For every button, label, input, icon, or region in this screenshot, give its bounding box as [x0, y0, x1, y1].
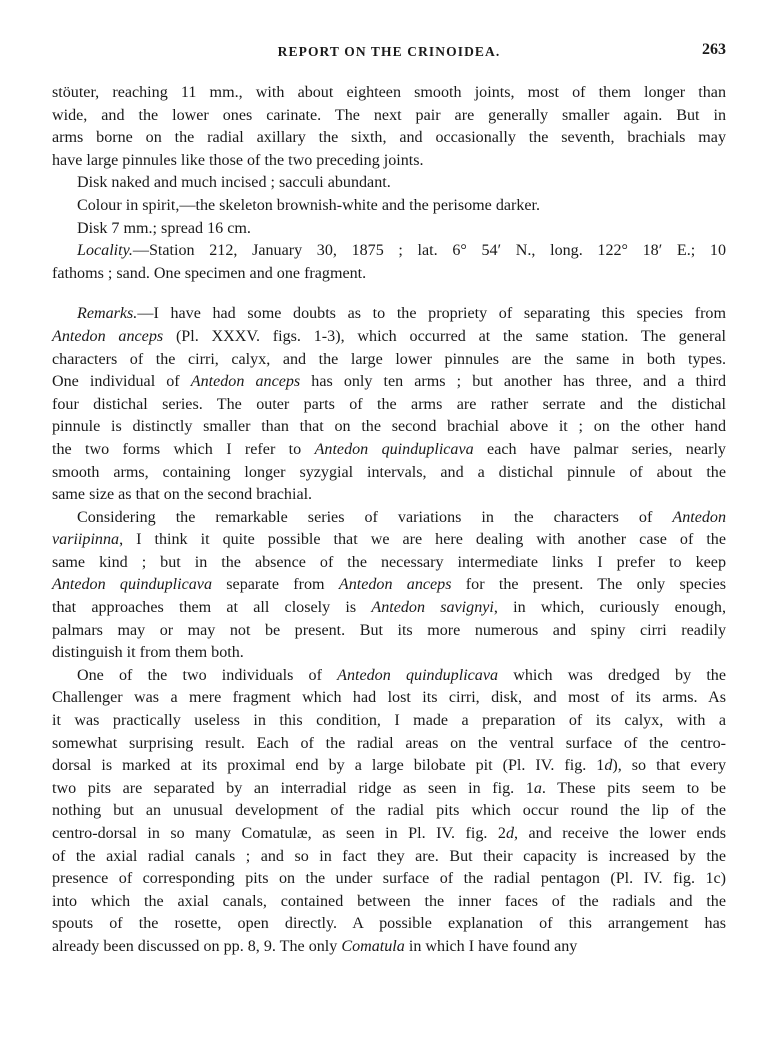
text-run: have large pinnules like those of the two preceding joints. [52, 151, 424, 169]
text-run: centro-dorsal in so many Comatulæ, as seen in Pl. IV. fig. 2 [52, 825, 506, 842]
text-run: arms borne on the radial axillary the sixth, and occasionally the seventh, brachials may [52, 129, 726, 147]
text-line [52, 891, 726, 914]
text-run: presence of corresponding pits on the under surface of the radial pentagon (Pl. IV. fig. 1c) [52, 870, 726, 888]
text-line [52, 574, 726, 597]
text-run: the two forms which I refer to [52, 440, 315, 458]
text-line [52, 240, 726, 263]
text-run: which was dredged by the [498, 666, 726, 684]
italic-text: Antedon quinduplicava [52, 576, 212, 594]
text-line [52, 195, 726, 218]
text-line [52, 687, 726, 710]
page [52, 38, 726, 959]
paragraph-gap [52, 285, 726, 303]
text-run: in which I have found any [404, 937, 578, 955]
text-run: (Pl. XXXV. figs. 1-3), which occurred at the same station. The general [163, 327, 726, 345]
text-line [52, 303, 726, 326]
text-run: One individual of [52, 373, 191, 391]
text-run: —Station 212, January 30, 1875 ; lat. 6° 54′ N., long. 122° 18′ E.; 10 [132, 242, 726, 260]
text-run: pinnule is distinctly smaller than that on the second brachial above it ; on the other hand [52, 418, 726, 436]
text-run: , I think it quite possible that we are here dealing with another case of the [119, 531, 726, 549]
text-run: ), so that every [612, 757, 726, 775]
text-line [52, 868, 726, 891]
text-line [52, 326, 726, 349]
text-line [52, 733, 726, 756]
italic-text: Antedon anceps [190, 373, 301, 391]
italic-text: Remarks. [77, 305, 138, 323]
italic-text: d [604, 757, 613, 775]
italic-text: variipinna [52, 531, 120, 549]
text-run: for the present. The only species [451, 576, 726, 594]
text-line [52, 552, 726, 575]
text-run: has only ten arms ; but another has three, and a third [300, 373, 726, 391]
text-run: fathoms ; sand. One specimen and one fragment. [52, 264, 367, 282]
text-run: Considering the remarkable series of variations in the characters of [77, 508, 673, 526]
text-line [52, 913, 726, 936]
text-line [52, 597, 726, 620]
paragraph [52, 665, 726, 959]
text-run: that approaches them at all closely is [52, 599, 372, 617]
text-line [52, 665, 726, 688]
text-run: characters of the cirri, calyx, and the large lower pinnules are the same in both types. [52, 350, 726, 368]
page-number: 263 [702, 41, 726, 58]
text-run: of the axial radial canals ; and so in fact they are. But their capacity is increased by the [52, 847, 726, 865]
text-run: Challenger was a mere fragment which had lost its cirri, disk, and most of its arms. As [52, 689, 726, 707]
text-line [52, 439, 726, 462]
page-header [52, 38, 726, 64]
text-line [52, 218, 726, 241]
italic-text: Antedon savignyi [371, 599, 494, 617]
text-line [52, 484, 726, 507]
running-title: REPORT ON THE CRINOIDEA. [277, 44, 501, 59]
text-line [52, 800, 726, 823]
text-run: Disk naked and much incised ; sacculi abundant. [77, 174, 391, 192]
text-run: somewhat surprising result. Each of the radial areas on the ventral surface of the centro- [52, 734, 726, 752]
text-run: it was practically useless in this condition, I made a preparation of its calyx, with a [52, 712, 726, 730]
text-run: Colour in spirit,—the skeleton brownish-white and the perisome darker. [77, 196, 541, 214]
text-line [52, 710, 726, 733]
text-run: nothing but an unusual development of the radial pits which occur round the lip of the [52, 802, 726, 820]
text-line [52, 823, 726, 846]
body-text [52, 82, 726, 959]
text-run: stöuter, reaching 11 mm., with about eighteen smooth joints, most of them longer than [52, 84, 726, 101]
text-line [52, 150, 726, 173]
text-run: , and receive the lower ends [514, 825, 727, 842]
text-run: same kind ; but in the absence of the necessary intermediate links I prefer to keep [52, 553, 726, 571]
paragraph [52, 195, 726, 218]
paragraph [52, 82, 726, 172]
text-run: same size as that on the second brachial. [52, 486, 313, 504]
text-run: smooth arms, containing longer syzygial intervals, and a distichal pinnule of about the [52, 463, 726, 481]
text-run: Disk 7 mm.; spread 16 cm. [77, 219, 251, 237]
italic-text: Antedon anceps [338, 576, 452, 594]
italic-text: d [505, 825, 515, 842]
text-line [52, 507, 726, 530]
text-line [52, 394, 726, 417]
italic-text: Comatula [341, 937, 405, 955]
text-line [52, 416, 726, 439]
text-line [52, 371, 726, 394]
text-run: —I have had some doubts as to the propriety of separating this species from [137, 305, 726, 323]
italic-text: Antedon quinduplicava [337, 666, 499, 684]
text-run: . These pits seem to be [541, 779, 726, 797]
text-run: two pits are separated by an interradial ridge as seen in fig. 1 [52, 779, 534, 797]
text-line [52, 846, 726, 869]
text-line [52, 755, 726, 778]
text-line [52, 172, 726, 195]
text-run: palmars may or may not be present. But its more numerous and spiny cirri readily [52, 621, 726, 639]
paragraph [52, 507, 726, 665]
text-line [52, 778, 726, 801]
text-line [52, 936, 726, 959]
text-line [52, 263, 726, 286]
text-run: One of the two individuals of [77, 666, 338, 684]
italic-text: Antedon [672, 508, 726, 526]
text-run: spouts of the rosette, open directly. A possible explanation of this arrangement has [52, 915, 726, 933]
text-line [52, 529, 726, 552]
text-line [52, 127, 726, 150]
text-run: into which the axial canals, contained between the inner faces of the radials and the [52, 892, 726, 910]
paragraph [52, 303, 726, 506]
italic-text: a [533, 779, 542, 797]
text-run: each have palmar series, nearly [473, 440, 726, 458]
text-run: four distichal series. The outer parts of the arms are rather serrate and the distichal [52, 395, 726, 413]
italic-text: Locality. [77, 242, 133, 260]
paragraph [52, 172, 726, 195]
paragraph [52, 218, 726, 241]
text-run: already been discussed on pp. 8, 9. The only [52, 937, 342, 955]
italic-text: Antedon anceps [52, 327, 164, 345]
text-run: dorsal is marked at its proximal end by a large bilobate pit (Pl. IV. fig. 1 [52, 757, 605, 775]
text-line [52, 462, 726, 485]
text-run: distinguish it from them both. [52, 644, 244, 662]
text-run: separate from [212, 576, 339, 594]
text-line [52, 82, 726, 105]
italic-text: Antedon quinduplicava [314, 440, 474, 458]
text-line [52, 620, 726, 643]
text-run: , in which, curiously enough, [493, 599, 726, 617]
text-run: wide, and the lower ones carinate. The next pair are generally smaller again. But in [52, 106, 726, 124]
paragraph [52, 240, 726, 285]
text-line [52, 105, 726, 128]
text-line [52, 349, 726, 372]
text-line [52, 642, 726, 665]
